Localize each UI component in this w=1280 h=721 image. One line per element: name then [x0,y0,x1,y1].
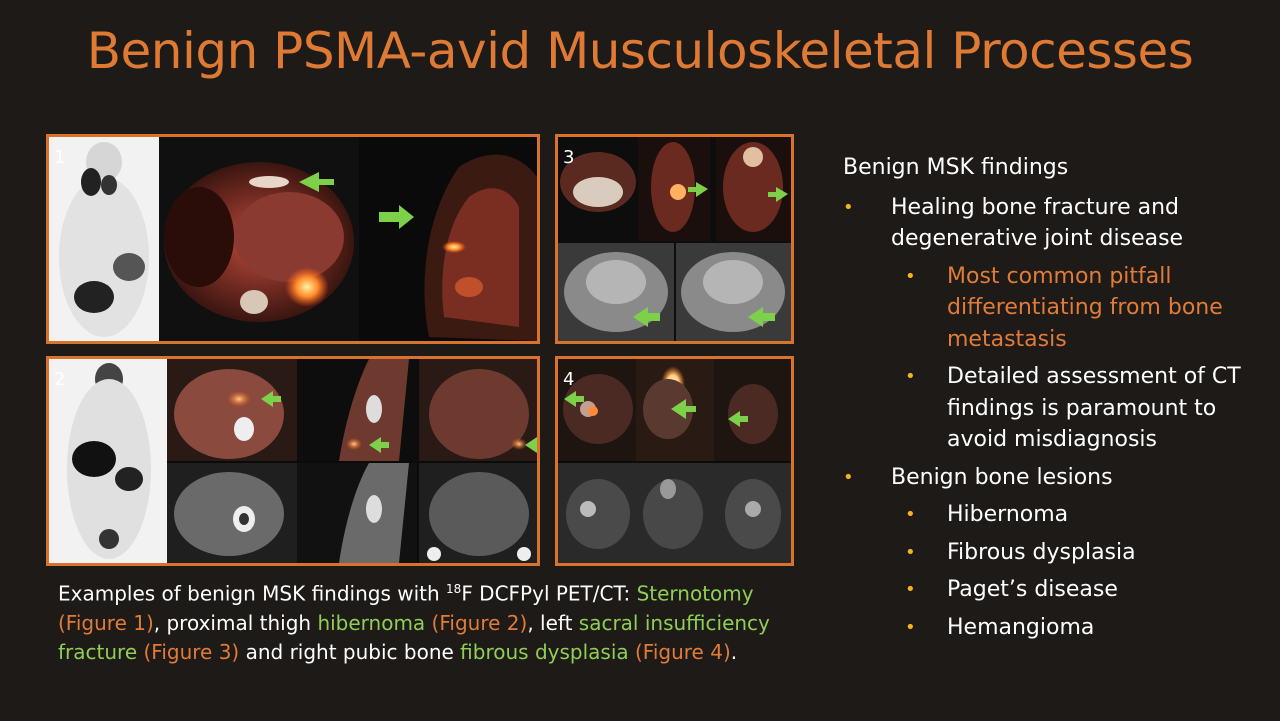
list-item [843,261,1263,356]
list-item-text: Healing bone fracture and degenerative joint disease [891,194,1184,251]
list-item [843,192,1263,255]
bullet-icon: • [905,504,916,525]
caption-text: F DCFPyl PET/CT: [461,581,637,606]
figure-3-number: 3 [563,147,575,168]
figure-4-panel [555,356,794,566]
figure-3-image [558,137,791,341]
list-item-text: Detailed assessment of CT findings is paramount to avoid misdiagnosis [947,364,1241,452]
bullet-icon: • [905,616,916,638]
caption-figure-4-ref: (Figure 4) [628,639,731,664]
caption-text: , left [527,610,579,635]
bullet-icon: • [905,366,916,387]
figure-1-number: 1 [54,147,66,168]
caption-text: and right pubic bone [239,639,461,664]
list-item-text: Hibernoma [947,502,1069,527]
bullet-icon: • [905,265,916,287]
list-item [843,462,1263,494]
list-item-text: Paget’s disease [947,577,1118,602]
list-item [843,537,1263,569]
caption-figure-2-ref: (Figure 2) [425,610,528,635]
list-item-text: Fibrous dysplasia [947,539,1136,565]
figure-2-number: 2 [54,369,66,390]
caption-figure-1-ref: (Figure 1) [58,610,154,635]
caption-superscript: 18 [446,582,462,596]
figure-caption [58,575,778,667]
slide-title: Benign PSMA-avid Musculoskeletal Processes [86,22,1194,80]
caption-text: , proximal thigh [153,610,318,635]
bullet-icon: • [843,196,854,218]
findings-heading: Benign MSK findings [843,155,1069,180]
list-item [843,612,1263,644]
findings-list [843,152,1263,649]
caption-text: Examples of benign MSK findings with [58,581,447,606]
caption-figure-3-ref: (Figure 3) [137,639,240,664]
caption-sternotomy: Sternotomy [636,581,754,606]
list-item-text: Hemangioma [947,614,1095,640]
caption-hibernoma: hibernoma [317,610,426,635]
caption-sacral-fracture: sacral insufficiency fracture [58,610,770,664]
figure-4-image [558,359,791,563]
list-item-text: Most common pitfall differentiating from bone metastasis [947,263,1223,352]
figure-3-panel [555,134,794,344]
list-item [843,361,1263,456]
list-item [843,499,1263,531]
bullet-icon: • [905,579,916,600]
figure-2-panel [46,356,540,566]
caption-text: . [730,639,738,664]
figure-2-image [49,359,537,563]
caption-fibrous-dysplasia: fibrous dysplasia [460,639,629,664]
bullet-icon: • [905,541,916,563]
figure-1-panel [46,134,540,344]
figure-4-number: 4 [563,369,575,390]
list-item [843,574,1263,606]
figure-1-image [49,137,537,341]
list-item-text: Benign bone lesions [891,464,1113,490]
bullet-icon: • [843,466,854,488]
